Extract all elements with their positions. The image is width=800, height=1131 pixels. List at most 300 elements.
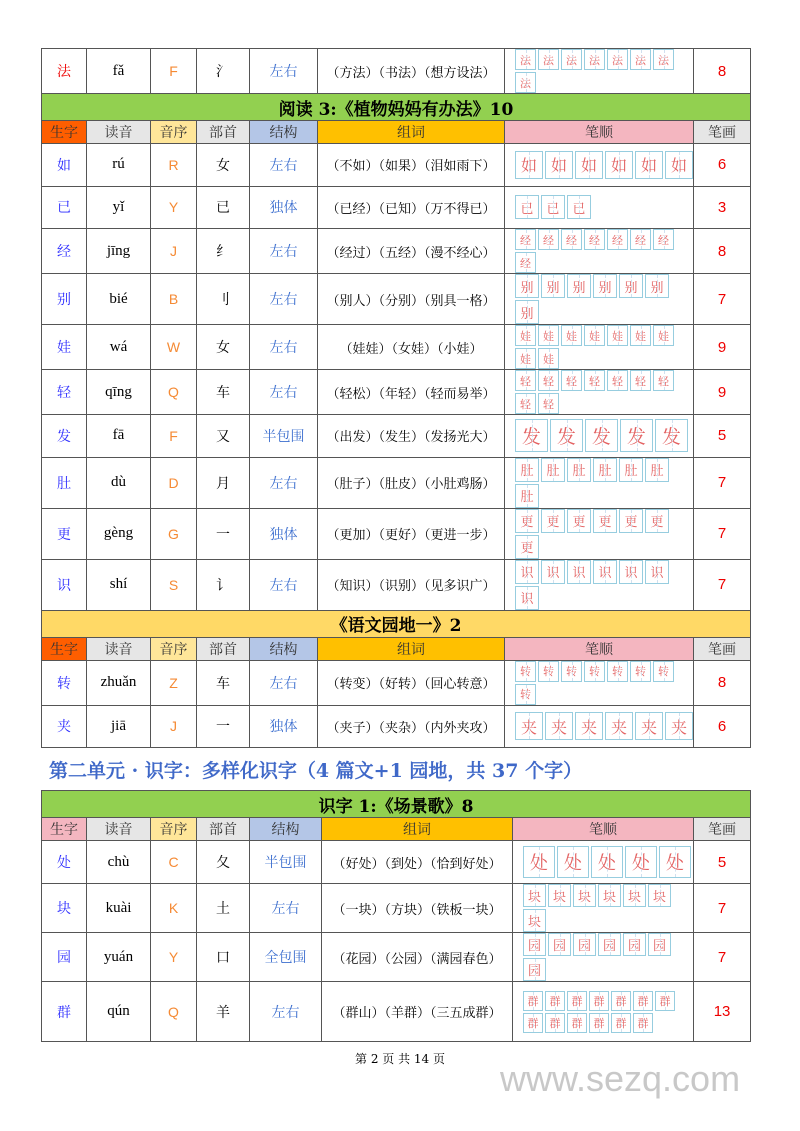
stroke-step-box: 群 [523,1013,543,1033]
stroke-step-box: 别 [515,274,539,298]
cell-structure: 全包围 [250,933,322,982]
stroke-order-boxes [505,49,693,93]
cell-initial: C [151,841,197,884]
cell-stroke-order [505,274,694,325]
stroke-order-boxes [505,229,693,273]
cell-pinyin: kuài [87,884,151,933]
cell-words: （经过）（五经）（漫不经心） [318,229,505,274]
unit-heading: 第二单元 · 识字：多样化识字（4 篇文+1 园地，共 37 个字） [49,760,583,782]
cell-radical: 一 [197,508,250,559]
cell-radical: 夂 [197,841,250,884]
stroke-order-boxes [505,274,693,324]
stroke-step-box: 转 [515,684,536,705]
character-row [42,559,751,610]
stroke-step-box: 如 [605,151,633,179]
cell-initial: D [151,457,197,508]
stroke-step-box: 块 [548,884,571,907]
cell-stroke-order [505,325,694,370]
cell-structure: 独体 [250,186,318,229]
stroke-step-box: 肚 [515,458,539,482]
stroke-step-box: 群 [655,991,675,1011]
cell-initial: S [151,559,197,610]
lesson-title-row [42,791,751,818]
watermark: www.sezq.com [500,1058,741,1099]
cell-char: 夹 [42,705,87,748]
cell-stroke-order [513,982,694,1042]
character-row [42,457,751,508]
stroke-step-box: 块 [648,884,671,907]
stroke-step-box: 如 [635,151,663,179]
header-radical: 部首 [197,818,250,841]
stroke-step-box: 识 [515,560,539,584]
cell-pinyin: bié [87,274,151,325]
stroke-step-box: 经 [515,229,536,250]
header-strokes: 笔顺 [513,818,694,841]
stroke-step-box: 块 [523,884,546,907]
stroke-step-box: 经 [538,229,559,250]
cell-stroke-count: 13 [694,982,751,1042]
stroke-step-box: 轻 [584,370,605,391]
cell-pinyin: chù [87,841,151,884]
cell-stroke-count: 7 [694,559,751,610]
cell-initial: Q [151,370,197,415]
cell-pinyin: wá [87,325,151,370]
cell-words: （花园）（公园）（满园春色） [322,933,513,982]
cell-pinyin: rú [87,144,151,187]
stroke-step-box: 夹 [575,712,603,740]
cell-initial: B [151,274,197,325]
header-char: 生字 [42,818,87,841]
stroke-step-box: 轻 [630,370,651,391]
cell-pinyin: dù [87,457,151,508]
cell-radical: 刂 [197,274,250,325]
cell-radical: 口 [197,933,250,982]
stroke-step-box: 夹 [665,712,693,740]
stroke-step-box: 转 [630,661,651,682]
header-row [42,121,751,144]
stroke-step-box: 法 [538,49,559,70]
cell-stroke-count: 5 [694,841,751,884]
cell-stroke-count: 8 [694,229,751,274]
stroke-step-box: 别 [593,274,617,298]
cell-stroke-order [505,457,694,508]
cell-radical: 已 [197,186,250,229]
stroke-step-box: 如 [545,151,573,179]
header-words: 组词 [318,121,505,144]
cell-structure: 左右 [250,884,322,933]
cell-stroke-order [505,186,694,229]
stroke-step-box: 别 [541,274,565,298]
character-row [42,325,751,370]
stroke-step-box: 转 [584,661,605,682]
stroke-order-boxes [505,151,693,179]
stroke-order-boxes [513,846,693,878]
stroke-order-boxes [505,419,693,452]
character-row [42,415,751,458]
cell-char: 轻 [42,370,87,415]
header-strokes: 笔顺 [505,121,694,144]
stroke-step-box: 更 [593,509,617,533]
cell-initial: F [151,49,197,94]
character-table-1 [41,48,751,748]
header-initial: 音序 [151,637,197,660]
character-row [42,982,751,1042]
cell-pinyin: fā [87,415,151,458]
stroke-step-box: 群 [633,1013,653,1033]
cell-char: 群 [42,982,87,1042]
stroke-step-box: 娃 [561,325,582,346]
lesson-title: 识字 1:《场景歌》8 [42,791,751,818]
character-row [42,508,751,559]
stroke-step-box: 块 [573,884,596,907]
stroke-step-box: 发 [655,419,688,452]
cell-char: 块 [42,884,87,933]
stroke-step-box: 轻 [561,370,582,391]
stroke-step-box: 经 [515,252,536,273]
character-row [42,186,751,229]
cell-radical: 讠 [197,559,250,610]
header-row [42,637,751,660]
cell-words: （出发）（发生）（发扬光大） [318,415,505,458]
cell-stroke-order [505,660,694,705]
cell-structure: 左右 [250,660,318,705]
stroke-step-box: 群 [611,991,631,1011]
stroke-step-box: 识 [593,560,617,584]
cell-char: 娃 [42,325,87,370]
stroke-step-box: 更 [541,509,565,533]
stroke-step-box: 发 [515,419,548,452]
stroke-step-box: 肚 [567,458,591,482]
stroke-step-box: 别 [645,274,669,298]
stroke-step-box: 转 [653,661,674,682]
stroke-step-box: 识 [619,560,643,584]
stroke-step-box: 发 [585,419,618,452]
cell-initial: G [151,508,197,559]
cell-initial: Q [151,982,197,1042]
cell-radical: 月 [197,457,250,508]
stroke-order-boxes [505,560,693,610]
stroke-step-box: 识 [541,560,565,584]
cell-initial: F [151,415,197,458]
stroke-step-box: 群 [523,991,543,1011]
stroke-step-box: 别 [619,274,643,298]
stroke-step-box: 识 [515,586,539,610]
stroke-step-box: 轻 [538,370,559,391]
stroke-step-box: 群 [567,1013,587,1033]
cell-structure: 左右 [250,982,322,1042]
cell-structure: 左右 [250,49,318,94]
stroke-step-box: 肚 [619,458,643,482]
cell-pinyin: qīng [87,370,151,415]
stroke-step-box: 经 [630,229,651,250]
stroke-step-box: 经 [653,229,674,250]
character-row [42,933,751,982]
stroke-step-box: 经 [584,229,605,250]
cell-radical: 纟 [197,229,250,274]
cell-stroke-order [505,559,694,610]
stroke-step-box: 处 [625,846,657,878]
cell-initial: Y [151,186,197,229]
stroke-step-box: 娃 [515,325,536,346]
stroke-step-box: 发 [550,419,583,452]
stroke-step-box: 轻 [607,370,628,391]
stroke-step-box: 群 [545,1013,565,1033]
stroke-step-box: 处 [557,846,589,878]
stroke-step-box: 娃 [515,348,536,369]
cell-char: 法 [42,49,87,94]
stroke-order-boxes [505,458,693,508]
stroke-step-box: 园 [623,933,646,956]
cell-char: 如 [42,144,87,187]
cell-stroke-count: 7 [694,884,751,933]
cell-stroke-order [513,841,694,884]
stroke-step-box: 更 [515,535,539,559]
cell-structure: 左右 [250,229,318,274]
cell-pinyin: gèng [87,508,151,559]
stroke-step-box: 块 [623,884,646,907]
cell-structure: 半包围 [250,841,322,884]
cell-stroke-count: 8 [694,49,751,94]
cell-initial: R [151,144,197,187]
character-row [42,274,751,325]
stroke-step-box: 轻 [653,370,674,391]
stroke-step-box: 如 [665,151,693,179]
lesson-title-row [42,94,751,121]
header-pinyin: 读音 [87,121,151,144]
cell-pinyin: zhuǎn [87,660,151,705]
stroke-order-boxes [505,325,693,369]
stroke-order-boxes [505,195,693,219]
stroke-step-box: 肚 [645,458,669,482]
stroke-order-boxes [513,991,693,1033]
cell-stroke-count: 5 [694,415,751,458]
header-radical: 部首 [197,121,250,144]
header-structure: 结构 [250,637,318,660]
cell-structure: 左右 [250,457,318,508]
stroke-order-boxes [505,712,693,740]
stroke-step-box: 夹 [545,712,573,740]
cell-stroke-count: 7 [694,274,751,325]
cell-words: （一块）（方块）（铁板一块） [322,884,513,933]
stroke-step-box: 夹 [515,712,543,740]
stroke-step-box: 经 [607,229,628,250]
cell-stroke-order [505,705,694,748]
stroke-step-box: 群 [567,991,587,1011]
stroke-step-box: 肚 [593,458,617,482]
stroke-step-box: 别 [515,300,539,324]
stroke-step-box: 已 [541,195,565,219]
stroke-step-box: 夹 [635,712,663,740]
lesson-title: 《语文园地一》2 [42,610,751,637]
stroke-step-box: 园 [523,933,546,956]
stroke-step-box: 群 [611,1013,631,1033]
header-strokes: 笔顺 [505,637,694,660]
cell-stroke-count: 9 [694,370,751,415]
character-row [42,144,751,187]
cell-radical: 女 [197,325,250,370]
cell-stroke-order [505,415,694,458]
stroke-step-box: 娃 [538,348,559,369]
header-structure: 结构 [250,121,318,144]
cell-initial: Z [151,660,197,705]
cell-stroke-count: 9 [694,325,751,370]
stroke-step-box: 法 [584,49,605,70]
header-count: 笔画 [694,818,751,841]
cell-initial: J [151,705,197,748]
stroke-step-box: 转 [561,661,582,682]
stroke-step-box: 群 [589,991,609,1011]
cell-words: （夹子）（夹杂）（内外夹攻） [318,705,505,748]
stroke-order-boxes [505,661,693,705]
cell-stroke-order [513,884,694,933]
cell-words: （转变）（好转）（回心转意） [318,660,505,705]
character-row [42,229,751,274]
stroke-order-boxes [513,933,693,981]
cell-stroke-count: 8 [694,660,751,705]
cell-radical: 一 [197,705,250,748]
stroke-step-box: 法 [607,49,628,70]
stroke-step-box: 法 [561,49,582,70]
cell-stroke-count: 7 [694,933,751,982]
cell-words: （更加）（更好）（更进一步） [318,508,505,559]
stroke-step-box: 娃 [538,325,559,346]
cell-initial: K [151,884,197,933]
cell-pinyin: yuán [87,933,151,982]
cell-structure: 半包围 [250,415,318,458]
cell-words: （娃娃）（女娃）（小娃） [318,325,505,370]
header-count: 笔画 [694,121,751,144]
cell-structure: 左右 [250,370,318,415]
cell-stroke-count: 7 [694,457,751,508]
cell-char: 已 [42,186,87,229]
cell-words: （别人）（分别）（别具一格） [318,274,505,325]
header-words: 组词 [318,637,505,660]
header-char: 生字 [42,637,87,660]
cell-char: 处 [42,841,87,884]
cell-words: （知识）（识别）（见多识广） [318,559,505,610]
lesson-title: 阅读 3:《植物妈妈有办法》10 [42,94,751,121]
page-footer: 第 2 页 共 14 页 [355,1052,445,1066]
cell-structure: 左右 [250,559,318,610]
cell-pinyin: fǎ [87,49,151,94]
cell-stroke-count: 7 [694,508,751,559]
cell-stroke-order [505,508,694,559]
header-initial: 音序 [151,121,197,144]
cell-char: 更 [42,508,87,559]
cell-structure: 独体 [250,508,318,559]
character-row [42,660,751,705]
cell-stroke-count: 6 [694,144,751,187]
cell-stroke-order [513,933,694,982]
stroke-step-box: 更 [619,509,643,533]
stroke-step-box: 更 [645,509,669,533]
character-row [42,705,751,748]
stroke-step-box: 园 [573,933,596,956]
cell-radical: 氵 [197,49,250,94]
stroke-step-box: 处 [523,846,555,878]
stroke-step-box: 法 [515,72,536,93]
cell-words: （轻松）（年轻）（轻而易举） [318,370,505,415]
character-table-2 [41,790,751,1042]
cell-structure: 独体 [250,705,318,748]
cell-stroke-order [505,229,694,274]
header-pinyin: 读音 [87,818,151,841]
stroke-step-box: 已 [567,195,591,219]
header-count: 笔画 [694,637,751,660]
stroke-order-boxes [505,509,693,559]
header-row [42,818,751,841]
stroke-step-box: 转 [538,661,559,682]
cell-radical: 又 [197,415,250,458]
cell-char: 经 [42,229,87,274]
stroke-step-box: 园 [523,958,546,981]
stroke-step-box: 园 [548,933,571,956]
cell-radical: 车 [197,660,250,705]
stroke-step-box: 法 [630,49,651,70]
header-structure: 结构 [250,818,322,841]
cell-structure: 左右 [250,274,318,325]
stroke-step-box: 转 [607,661,628,682]
stroke-step-box: 识 [645,560,669,584]
cell-radical: 土 [197,884,250,933]
cell-char: 肚 [42,457,87,508]
character-row [42,370,751,415]
stroke-step-box: 识 [567,560,591,584]
cell-initial: Y [151,933,197,982]
stroke-order-boxes [505,370,693,414]
character-row [42,49,751,94]
cell-words: （方法）（书法）（想方设法） [318,49,505,94]
cell-pinyin: qún [87,982,151,1042]
cell-pinyin: jiā [87,705,151,748]
stroke-step-box: 群 [633,991,653,1011]
cell-structure: 左右 [250,144,318,187]
cell-words: （群山）（羊群）（三五成群） [322,982,513,1042]
cell-initial: W [151,325,197,370]
stroke-step-box: 轻 [515,393,536,414]
cell-words: （已经）（已知）（万不得已） [318,186,505,229]
cell-char: 识 [42,559,87,610]
stroke-step-box: 如 [515,151,543,179]
character-row [42,884,751,933]
cell-stroke-count: 3 [694,186,751,229]
cell-words: （肚子）（肚皮）（小肚鸡肠） [318,457,505,508]
header-initial: 音序 [151,818,197,841]
stroke-step-box: 群 [589,1013,609,1033]
stroke-step-box: 园 [598,933,621,956]
stroke-step-box: 已 [515,195,539,219]
stroke-step-box: 块 [598,884,621,907]
cell-char: 别 [42,274,87,325]
cell-stroke-order [505,49,694,94]
stroke-step-box: 娃 [630,325,651,346]
header-pinyin: 读音 [87,637,151,660]
cell-words: （好处）（到处）（恰到好处） [322,841,513,884]
cell-initial: J [151,229,197,274]
header-radical: 部首 [197,637,250,660]
cell-radical: 女 [197,144,250,187]
header-char: 生字 [42,121,87,144]
cell-pinyin: yǐ [87,186,151,229]
stroke-step-box: 处 [591,846,623,878]
header-words: 组词 [322,818,513,841]
character-row [42,841,751,884]
stroke-step-box: 娃 [653,325,674,346]
stroke-step-box: 经 [561,229,582,250]
cell-stroke-count: 6 [694,705,751,748]
stroke-step-box: 发 [620,419,653,452]
stroke-step-box: 法 [653,49,674,70]
